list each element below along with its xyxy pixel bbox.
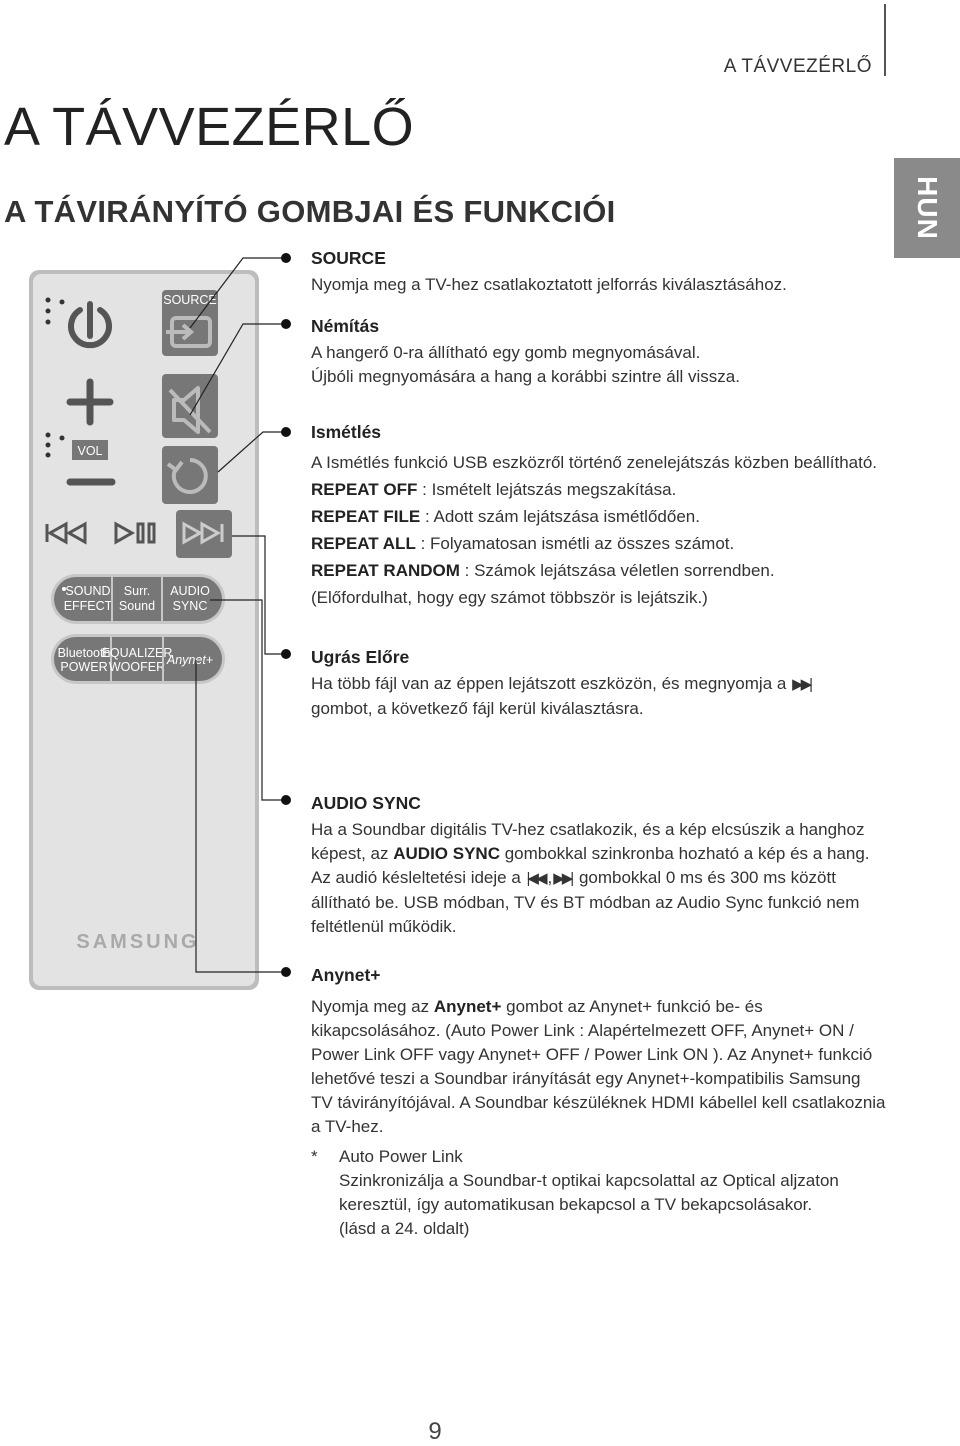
sound-effect-button[interactable] bbox=[62, 584, 113, 613]
repeat-random-item: REPEAT RANDOM : Számok lejátszása véletlen sorrendben. bbox=[311, 561, 775, 580]
anynet-line: TV távirányítójával. A Soundbar készüléknek HDMI kábellel kell csatlakoznia bbox=[311, 1093, 886, 1112]
audio-sync-button[interactable] bbox=[170, 584, 210, 613]
section-title: A TÁVIRÁNYÍTÓ GOMBJAI ÉS FUNKCIÓI bbox=[4, 194, 616, 229]
remote-illustration bbox=[0, 240, 300, 1000]
remote-body bbox=[33, 274, 255, 986]
audio-sync-line: állítható be. USB módban, TV és BT módban az Audio Sync funkció nem bbox=[311, 893, 860, 912]
callout-dot bbox=[281, 967, 291, 977]
note-line: keresztül, így automatikusan bekapcsol a TV bekapcsolásakor. bbox=[339, 1195, 813, 1214]
header-chapter: A TÁVVEZÉRLŐ bbox=[723, 56, 872, 77]
language-tab bbox=[894, 158, 960, 258]
equalizer-woofer-button[interactable] bbox=[102, 646, 173, 674]
repeat-button[interactable] bbox=[162, 446, 218, 504]
svg-text:SOUND: SOUND bbox=[65, 584, 111, 598]
mute-description bbox=[311, 314, 886, 389]
repeat-off-item: REPEAT OFF : Ismételt lejátszás megszakítása. bbox=[311, 480, 677, 499]
mute-line: Újbóli megnyomására a hang a korábbi szintre áll vissza. bbox=[311, 367, 740, 386]
anynet-line: Nyomja meg az Anynet+ gombot az Anynet+ funkció be- és bbox=[311, 997, 763, 1016]
mute-title: Némítás bbox=[311, 316, 380, 336]
callout-dot bbox=[281, 795, 291, 805]
note-line: Szinkronizálja a Soundbar-t optikai kapcsolattal az Optical aljzaton bbox=[339, 1171, 839, 1190]
callout-dot bbox=[281, 427, 291, 437]
svg-text:EQUALIZER: EQUALIZER bbox=[101, 646, 173, 660]
note-line: Auto Power Link bbox=[339, 1147, 463, 1166]
svg-text:Surr.: Surr. bbox=[123, 584, 151, 598]
skip-description bbox=[311, 645, 886, 721]
svg-text:POWER: POWER bbox=[60, 660, 108, 674]
audio-sync-title: AUDIO SYNC bbox=[311, 793, 421, 813]
repeat-title: Ismétlés bbox=[311, 422, 382, 442]
page-number: 9 bbox=[428, 1418, 442, 1445]
anynet-button[interactable] bbox=[166, 653, 213, 667]
brand-logo: SAMSUNG bbox=[76, 931, 200, 953]
svg-text:Sound: Sound bbox=[118, 599, 156, 613]
note-star: * bbox=[311, 1147, 318, 1166]
page-title: A TÁVVEZÉRLŐ bbox=[4, 97, 415, 157]
source-line: Nyomja meg a TV-hez csatlakoztatott jelforrás kiválasztásához. bbox=[311, 275, 787, 294]
source-title: SOURCE bbox=[311, 248, 386, 268]
anynet-line: kikapcsolásához. (Auto Power Link : Alapértelmezett OFF, Anynet+ ON / bbox=[311, 1021, 854, 1040]
skip-line: gombot, a következő fájl kerül kiválasztásra. bbox=[311, 699, 644, 718]
repeat-note: (Előfordulhat, hogy egy számot többször is lejátszik.) bbox=[311, 588, 708, 607]
header-rule bbox=[884, 4, 886, 76]
anynet-note bbox=[311, 1145, 886, 1241]
audio-sync-description bbox=[311, 791, 886, 939]
callout-dot bbox=[281, 319, 291, 329]
skip-back-icon: |◀◀ bbox=[526, 870, 545, 887]
skip-forward-icon: ▶▶| bbox=[792, 676, 811, 693]
callout-dot bbox=[281, 253, 291, 263]
anynet-line: lehetővé teszi a Soundbar irányítását egy Anynet+-kompatibilis Samsung bbox=[311, 1069, 861, 1088]
repeat-description bbox=[311, 419, 886, 611]
svg-text:Anynet+: Anynet+ bbox=[166, 653, 214, 667]
mute-button[interactable] bbox=[162, 374, 218, 438]
vol-label: VOL bbox=[77, 444, 103, 458]
note-line: (lásd a 24. oldalt) bbox=[339, 1219, 470, 1238]
svg-text:EFFECT: EFFECT bbox=[63, 599, 113, 613]
svg-text:Bluetooth: Bluetooth bbox=[57, 646, 111, 660]
surr-sound-button[interactable] bbox=[119, 584, 155, 613]
svg-text:SYNC: SYNC bbox=[172, 599, 208, 613]
audio-sync-line: feltétlenül működik. bbox=[311, 917, 457, 936]
skip-forward-button[interactable] bbox=[176, 510, 232, 558]
svg-text:AUDIO: AUDIO bbox=[170, 584, 210, 598]
language-tab-label: HUN bbox=[911, 176, 943, 240]
anynet-line: Power Link OFF vagy Anynet+ OFF / Power Link ON ). Az Anynet+ funkció bbox=[311, 1045, 873, 1064]
source-description bbox=[311, 246, 886, 297]
svg-text:WOOFER: WOOFER bbox=[108, 660, 166, 674]
audio-sync-line: Az audió késleltetési ideje a |◀◀ ,▶▶| gombokkal 0 ms és 300 ms között bbox=[311, 868, 836, 887]
audio-sync-line: képest, az AUDIO SYNC gombokkal szinkronba hozható a kép és a hang. bbox=[311, 844, 870, 863]
anynet-title: Anynet+ bbox=[311, 965, 381, 985]
source-button[interactable] bbox=[162, 290, 218, 356]
anynet-line: a TV-hez. bbox=[311, 1117, 384, 1136]
repeat-all-item: REPEAT ALL : Folyamatosan ismétli az összes számot. bbox=[311, 534, 735, 553]
mute-line: A hangerő 0-ra állítható egy gomb megnyomásával. bbox=[311, 343, 701, 362]
repeat-file-item: REPEAT FILE : Adott szám lejátszása ismétlődően. bbox=[311, 507, 700, 526]
source-label: SOURCE bbox=[163, 293, 217, 307]
repeat-intro: A Ismétlés funkció USB eszközről történő zenelejátszás közben beállítható. bbox=[311, 453, 878, 472]
skip-title: Ugrás Előre bbox=[311, 647, 410, 667]
skip-forward-icon: ▶▶| bbox=[553, 870, 572, 887]
callout-dot bbox=[281, 649, 291, 659]
anynet-description bbox=[311, 963, 886, 1241]
skip-line: Ha több fájl van az éppen lejátszott eszközön, és megnyomja a ▶▶| bbox=[311, 674, 811, 693]
audio-sync-line: Ha a Soundbar digitális TV-hez csatlakozik, és a kép elcsúszik a hanghoz bbox=[311, 820, 865, 839]
